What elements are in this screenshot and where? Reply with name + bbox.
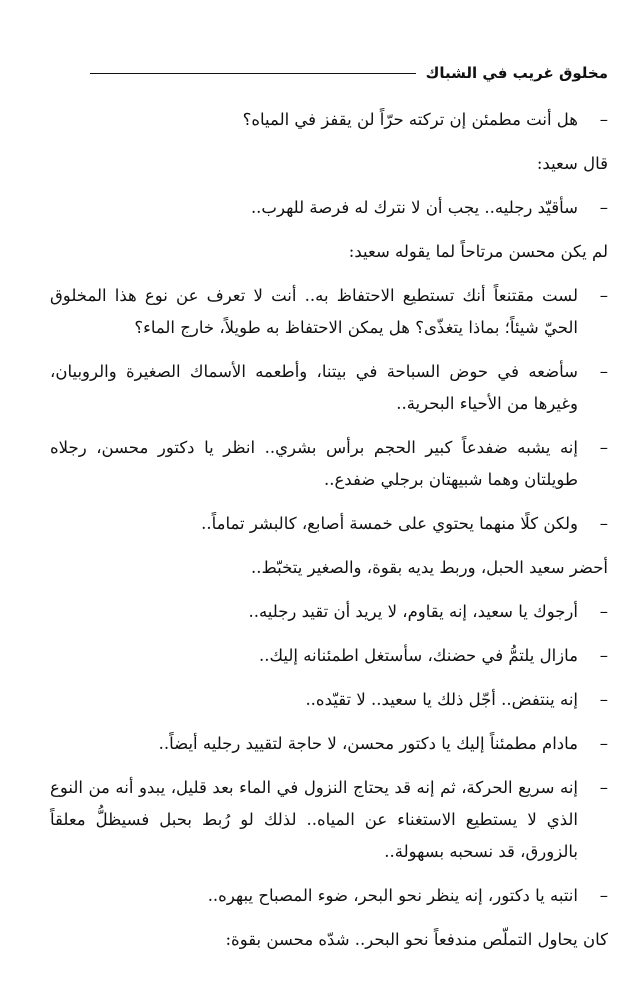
- narration-line: كان يحاول التملّص مندفعاً نحو البحر.. شدّه محسن بقوة:: [225, 930, 608, 949]
- chapter-title: مخلوق غريب في الشباك: [425, 64, 608, 82]
- dialogue-line: – إنه يشبه ضفدعاً كبير الحجم برأس بشري.. انظر يا دكتور محسن، رجلاه طويلتان وهما شبيهتان برجلي ضفدع..: [50, 432, 608, 496]
- dialogue-line: – لست مقتنعاً أنك تستطيع الاحتفاظ به.. أنت لا تعرف عن نوع هذا المخلوق الحيّ شيئاً؛ بماذا يتغذّى؟ هل يمكن الاحتفاظ به طويلاً، خارج الماء؟: [50, 280, 608, 344]
- dialogue-line: – سأضعه في حوض السباحة في بيتنا، وأطعمه الأسماك الصغيرة والروبيان، وغيرها من الأحياء البحرية..: [50, 356, 608, 420]
- dialogue-line: – مادام مطمئناً إليك يا دكتور محسن، لا حاجة لتقييد رجليه أيضاً..: [50, 728, 608, 760]
- dialogue-line: – إنه ينتفض.. أجّل ذلك يا سعيد.. لا تقيّده..: [50, 684, 608, 716]
- header-rule: [90, 73, 416, 74]
- dialogue-line: – أرجوك يا سعيد، إنه يقاوم، لا يريد أن تقيد رجليه..: [50, 596, 608, 628]
- running-header: [90, 58, 608, 88]
- narration-line: قال سعيد:: [536, 154, 608, 173]
- narration-line: أحضر سعيد الحبل، وربط يديه بقوة، والصغير يتخبّط..: [251, 558, 608, 577]
- narration-line: لم يكن محسن مرتاحاً لما يقوله سعيد:: [348, 242, 608, 261]
- dialogue-line: – هل أنت مطمئن إن تركته حرّاً لن يقفز في المياه؟: [50, 104, 608, 136]
- dialogue-line: – انتبه يا دكتور، إنه ينظر نحو البحر، ضوء المصباح يبهره..: [50, 880, 608, 912]
- dialogue-line: – سأقيّد رجليه.. يجب أن لا نترك له فرصة للهرب..: [50, 192, 608, 224]
- dialogue-line: – مازال يلتمُّ في حضنك، سأستغل اطمئنانه إليك..: [50, 640, 608, 672]
- body-text: [50, 104, 608, 968]
- dialogue-line: – إنه سريع الحركة، ثم إنه قد يحتاج النزول في الماء بعد قليل، يبدو أنه من النوع الذي لا يستطيع الاستغناء عن المياه.. لذلك لو رُبط بحبل فسيظلُّ معلقاً بالزورق، قد نسحبه بسهولة..: [50, 772, 608, 868]
- dialogue-line: – ولكن كلًا منهما يحتوي على خمسة أصابع، كالبشر تماماً..: [50, 508, 608, 540]
